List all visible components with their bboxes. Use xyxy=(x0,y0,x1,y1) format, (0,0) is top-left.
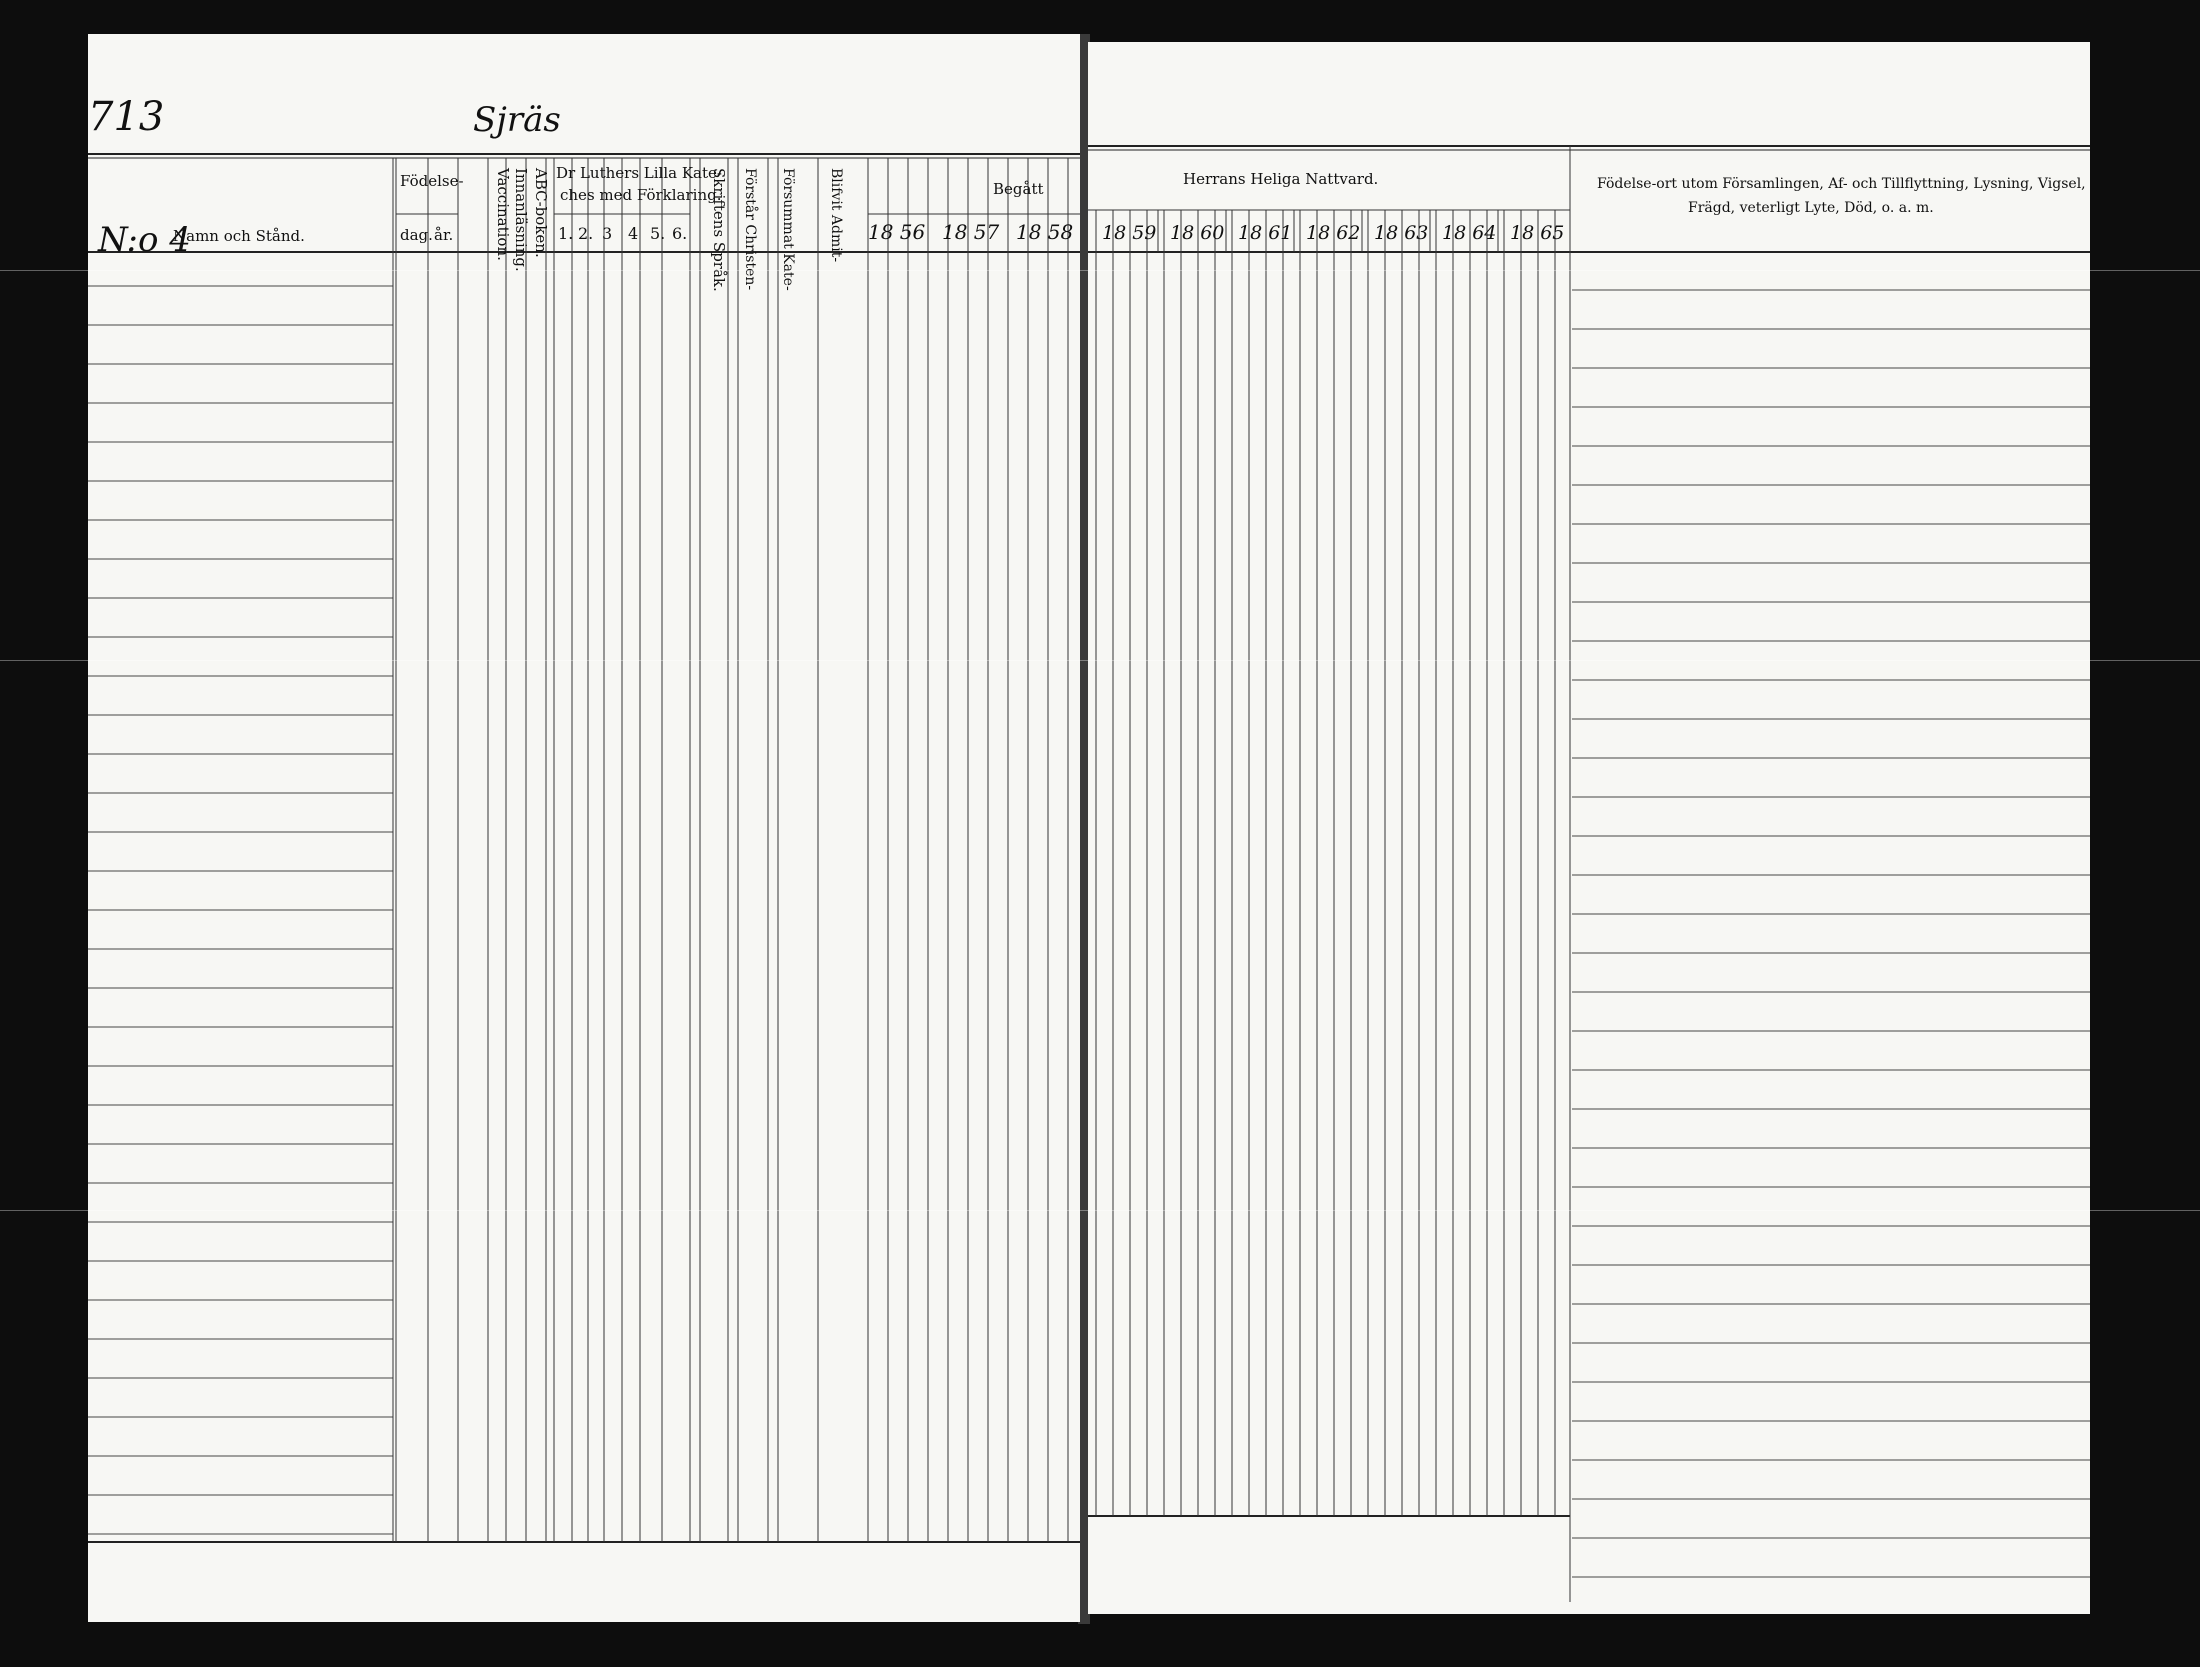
birth-header: Födelse- xyxy=(400,172,464,190)
name-header: Namn och Stånd. xyxy=(173,227,305,245)
neglect-header-line1: Försummat Kate- xyxy=(780,168,796,291)
catechism-part-number: 1. xyxy=(558,224,574,243)
abc-header: ABC-boken. xyxy=(532,168,550,258)
communion-year: 18 63 xyxy=(1374,222,1429,244)
begatt-header: Begått xyxy=(993,180,1044,198)
communion-year: 18 59 xyxy=(1102,222,1157,244)
page-number: 713 xyxy=(88,94,165,140)
right-page xyxy=(1088,42,2090,1614)
communion-year: 18 62 xyxy=(1306,222,1361,244)
communion-year: 18 65 xyxy=(1510,222,1565,244)
remarks-header-line1: Födelse-ort utom Församlingen, Af- och Tillflyttning, Lysning, Vigsel, xyxy=(1597,176,2086,192)
communion-header: Herrans Heliga Nattvard. xyxy=(1183,170,1379,188)
begatt-year: 18 56 xyxy=(868,220,926,244)
begatt-year: 18 58 xyxy=(1016,220,1074,244)
catechism-part-number: 2. xyxy=(578,224,594,243)
place-name: Sjräs xyxy=(473,100,561,140)
catechism-header-line2: ches med Förklaring. xyxy=(560,186,722,204)
communion-year: 18 64 xyxy=(1442,222,1497,244)
christianity-header-line1: Förstår Christen- xyxy=(742,168,758,291)
communion-year: 18 61 xyxy=(1238,222,1293,244)
catechism-part-number: 3 xyxy=(602,224,613,243)
household-number: N:o 4 xyxy=(98,220,191,260)
catechism-part-number: 6. xyxy=(672,224,688,243)
catechism-header-line1: Dr Luthers Lilla Kate- xyxy=(556,164,722,182)
left-ruled-grid xyxy=(88,34,1080,1622)
communion-year: 18 60 xyxy=(1170,222,1225,244)
scripture-header: Skriftens Språk. xyxy=(710,168,728,292)
birth-year-header: år. xyxy=(434,226,454,244)
catechism-part-number: 4 xyxy=(628,224,639,243)
vaccination-header: Vaccination. xyxy=(494,168,512,261)
right-ruled-grid xyxy=(1088,42,2090,1614)
begatt-year: 18 57 xyxy=(942,220,1000,244)
remarks-header-line2: Frägd, veterligt Lyte, Död, o. a. m. xyxy=(1688,200,1934,216)
reading-header: Innanläsning. xyxy=(512,168,530,272)
catechism-part-number: 5. xyxy=(650,224,666,243)
birth-day-header: dag. xyxy=(400,226,433,244)
admitted-header-line1: Blifvit Admit- xyxy=(828,168,844,263)
left-page xyxy=(88,34,1080,1622)
